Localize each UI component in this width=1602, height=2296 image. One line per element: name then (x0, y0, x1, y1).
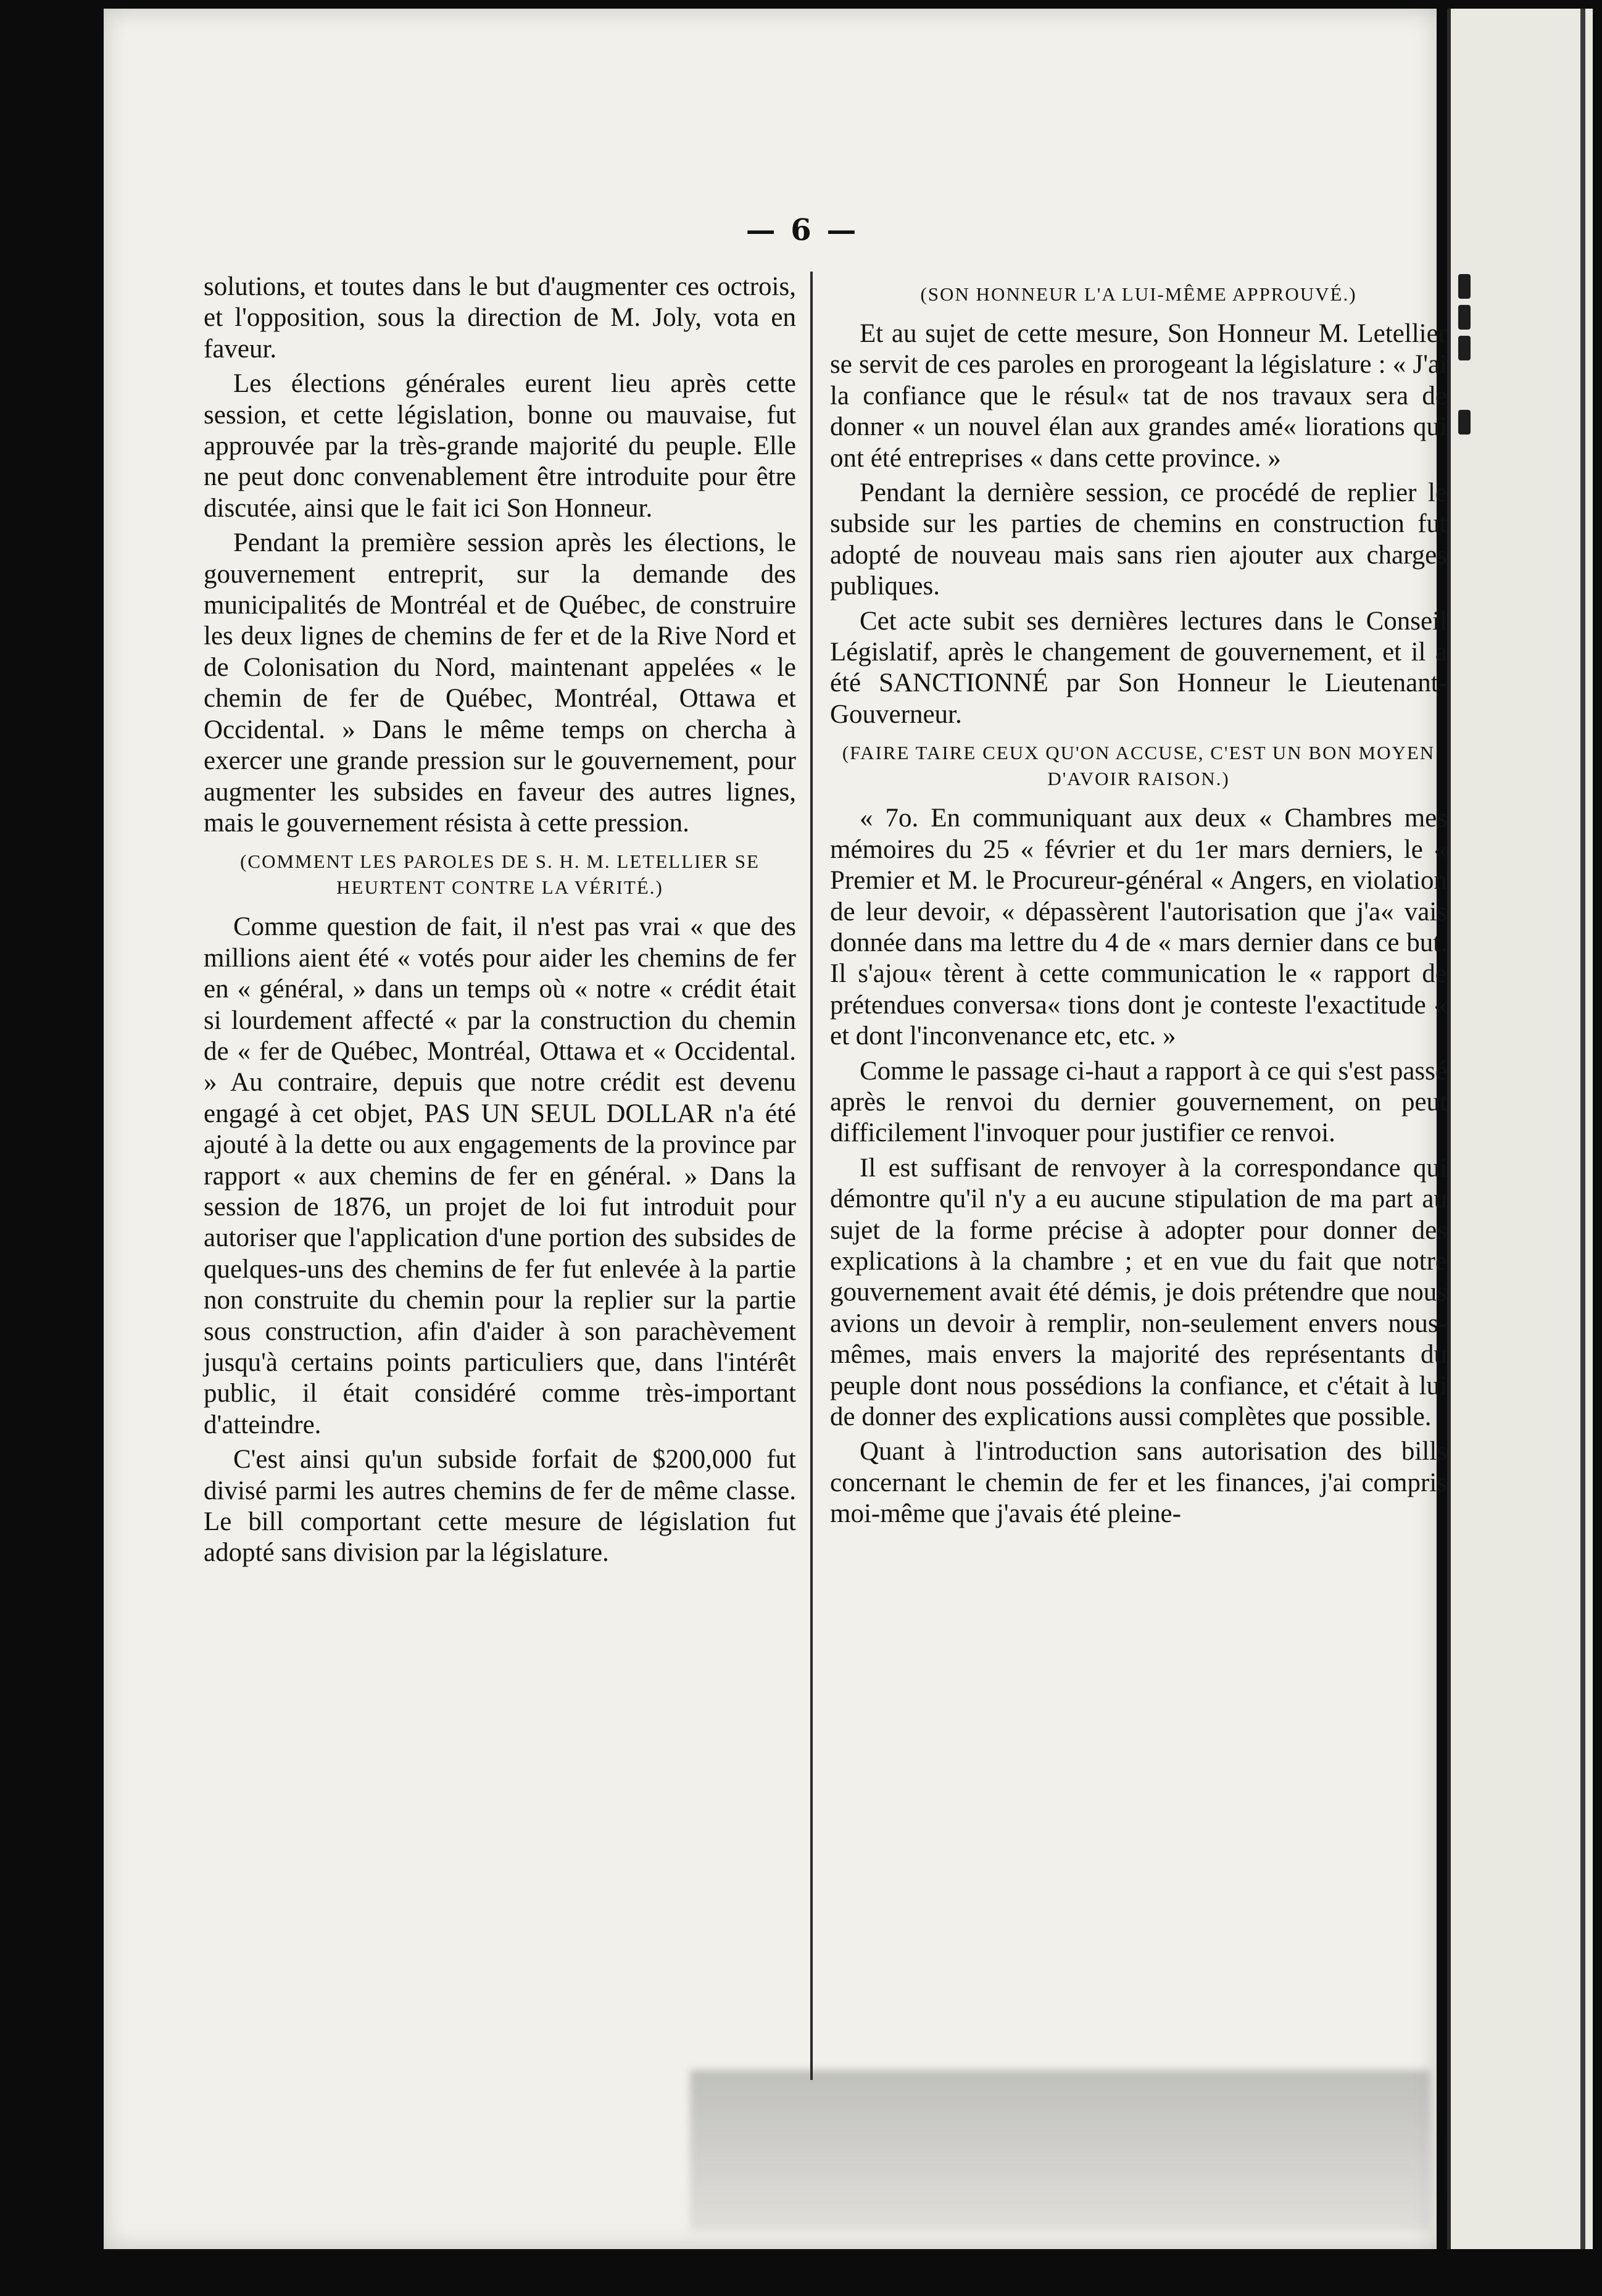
page-number: — 6 — (745, 213, 859, 247)
right-column-paragraph: Il est suffisant de renvoyer à la correspondance qui démontre qu'il n'y a eu aucune stipulation de ma part au sujet de la forme précise à adopter pour donner des explications à la chambre ; et en vue du fait que notre gouvernement avait été démis, je dois prétendre que nous avions un devoir à remplir, non-seulement envers nous-mêmes, mais envers la majorité des représentants du peuple dont nous possédions la confiance, et c'était à lui de donner des explications aussi complètes que possible. (830, 1153, 1447, 1431)
left-column-heading: (COMMENT LES PAROLES DE S. H. M. LETELLIER SE HEURTENT CONTRE LA VÉRITÉ.) (240, 851, 760, 899)
paper-stain (690, 2070, 1430, 2231)
left-column-paragraph: Comme question de fait, il n'est pas vrai « que des millions aient été « votés pour aider les chemins de fer en « général, » dans un temps où « notre « crédit était si lourdement affecté « par la construction du chemin de « fer de Québec, Montréal, Ottawa et « Occidental. » Au contraire, depuis que notre crédit est devenu engagé à cet objet, PAS UN SEUL DOLLAR n'a été ajouté à la dette ou aux engagements de la province par rapport « aux chemins de fer en général. » Dans la session de 1876, un projet de loi fut introduit pour autoriser que l'application d'une portion des subsides de quelques-uns des chemins de fer fut enlevée à la partie non construite du chemin pour la replier sur la partie sous construction, afin d'aider à son parachèvement jusqu'à certains points particuliers que, dans l'intérêt public, il était considéré comme très-important d'atteindre. (204, 912, 796, 1439)
left-column-paragraph: C'est ainsi qu'un subside forfait de $200,000 fut divisé parmi les autres chemins de fer de même classe. Le bill comportant cette mesure de législation fut adopté sans division par la législature. (204, 1445, 796, 1568)
page-edge-line (1580, 9, 1585, 2249)
text-fragment (1458, 410, 1471, 435)
right-column-paragraph: Comme le passage ci-haut a rapport à ce qui s'est passé après le renvoi du dernier gouvernement, on peut difficilement l'invoquer pour justifier ce renvoi. (830, 1056, 1447, 1148)
right-column-paragraph: Cet acte subit ses dernières lectures dans le Conseil Législatif, après le changement de gouvernement, et il a été SANCTIONNÉ par Son Honneur le Lieutenant-Gouverneur. (830, 606, 1447, 729)
right-column-paragraph: « 7o. En communiquant aux deux « Chambres mes mémoires du 25 « février et du 1er mars derniers, le « Premier et M. le Procureur-général « Angers, en violation de leur devoir, « dépassèrent l'autorisation que j'a« vais donnée dans ma lettre du 4 de « mars dernier dans ce but. Il s'ajou« tèrent à cette communication le « rapport de prétendues conversa« tions dont je conteste l'exactitude « et dont l'inconvenance etc, etc. » (830, 804, 1447, 1051)
left-column-paragraph: Les élections générales eurent lieu après cette session, et cette législation, bonne ou mauvaise, fut approuvée par la très-grande majorité du peuple. Elle ne peut donc convenablement être introduite pour être discutée, ainsi que le fait ici Son Honneur. (204, 369, 796, 523)
right-column-heading: (SON HONNEUR L'A LUI-MÊME APPROUVÉ.) (920, 283, 1357, 305)
right-column-paragraph: Quant à l'introduction sans autorisation des bills concernant le chemin de fer et les finances, j'ai compris moi-même que j'avais été pleine- (830, 1437, 1447, 1529)
right-column-paragraph: Et au sujet de cette mesure, Son Honneur M. Letellier se servit de ces paroles en prorogeant la législature : « J'ai la confiance que le résul« tat de nos travaux sera de donner « un nouvel élan aux grandes amé« liorations qui ont été entreprises « dans cette province. » (830, 319, 1447, 473)
column-divider (810, 272, 813, 2080)
left-column-paragraph: solutions, et toutes dans le but d'augmenter ces octrois, et l'opposition, sous la direction de M. Joly, vota en faveur. (204, 272, 796, 364)
text-fragment (1458, 274, 1471, 299)
text-fragment (1458, 336, 1471, 360)
text-fragment (1458, 305, 1471, 330)
right-column-paragraph: Pendant la dernière session, ce procédé de replier le subside sur les parties de chemins en construction fut adopté de nouveau mais sans rien ajouter aux charges publiques. (830, 478, 1447, 601)
right-column-heading: (FAIRE TAIRE CEUX QU'ON ACCUSE, C'EST UN BON MOYEN D'AVOIR RAISON.) (842, 742, 1435, 790)
adjacent-page-edge (1447, 9, 1593, 2249)
left-column-paragraph: Pendant la première session après les élections, le gouvernement entreprit, sur la demande des municipalités de Montréal et de Québec, de construire les deux lignes de chemins de fer et de la Rive Nord et de Colonisation du Nord, maintenant appelées « le chemin de fer de Québec, Montréal, Ottawa et Occidental. » Dans le même temps on chercha à exercer une grande pression sur le gouvernement, pour augmenter les subsides en faveur des autres lignes, mais le gouvernement résista à cette pression. (204, 528, 796, 838)
right-column (830, 272, 1447, 1534)
left-column (204, 272, 796, 1573)
